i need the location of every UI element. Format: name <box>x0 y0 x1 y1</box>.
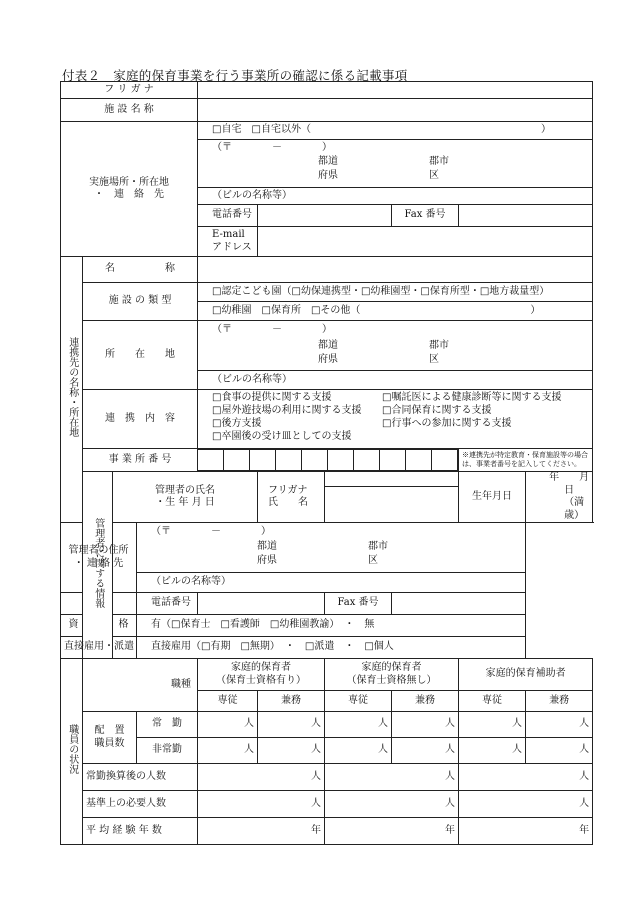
office-no-box[interactable] <box>198 450 224 471</box>
manager-name-label-line2: ・生 年 月 日 <box>155 497 215 508</box>
col-assistant: 家庭的保育補助者 <box>459 659 593 691</box>
kenmu-col3: 兼務 <box>526 691 593 712</box>
haichi-line1: 配 置 <box>94 725 125 736</box>
manager-shiku2: 区 <box>368 555 378 566</box>
jokin-cell[interactable]: 人 <box>198 712 258 738</box>
office-no-box[interactable] <box>276 450 302 471</box>
fte-cell[interactable]: 人 <box>459 764 593 791</box>
jokin-cell[interactable]: 人 <box>325 712 392 738</box>
content-option-meals[interactable]: □食事の提供に関する支援 <box>212 392 332 403</box>
location-label <box>61 122 198 257</box>
fte-cell[interactable]: 人 <box>198 764 325 791</box>
content-option-health-check[interactable]: □嘱託医による健康診断等に関する支援 <box>382 392 562 403</box>
staff-section-text: 職員の状況 <box>66 724 78 775</box>
experience-label: 平 均 経 験 年 数 <box>83 818 198 845</box>
fte-label: 常勤換算後の人数 <box>83 764 198 791</box>
jokin-cell[interactable]: 人 <box>459 712 526 738</box>
partner-type-option1[interactable]: □認定こども園（□幼保連携型・□幼稚園型・□保育所型・□地方裁量型） <box>198 283 593 302</box>
office-no-note: ※連携先が特定教育・保育施設等の場合は、事業者番号を記入してください。 <box>459 449 593 472</box>
location-todofuken1: 都道 <box>318 156 339 167</box>
jokin-cell[interactable]: 人 <box>392 712 459 738</box>
kenmu-col1: 兼務 <box>258 691 325 712</box>
partner-type-label: 施 設 の 類 型 <box>83 283 198 321</box>
document-title: 付表２ 家庭的保育事業を行う事業所の確認に係る記載事項 <box>62 68 408 83</box>
office-no-box[interactable] <box>380 450 406 471</box>
office-no-box[interactable] <box>224 450 250 471</box>
home-options[interactable]: □自宅 □自宅以外（ ） <box>198 122 593 140</box>
office-no-box[interactable] <box>302 450 328 471</box>
manager-name-field[interactable] <box>325 472 459 523</box>
registration-form <box>60 81 610 845</box>
email-label-line1: E-mail <box>212 229 245 240</box>
fte-cell[interactable]: 人 <box>325 764 459 791</box>
senju-col3: 専従 <box>459 691 526 712</box>
partner-section-text: 連携先の名称・所在地 <box>66 337 78 438</box>
location-todofuken2: 府県 <box>318 170 339 181</box>
manager-address-label-line1: 管理者の住所 <box>68 545 129 556</box>
partner-office-no-label: 事 業 所 番 号 <box>83 449 198 472</box>
office-no-box[interactable] <box>354 450 380 471</box>
manager-birthdate-field[interactable] <box>526 472 610 523</box>
partner-building[interactable]: （ビルの名称等） <box>198 371 593 390</box>
manager-postal: （〒 － ） <box>151 526 271 537</box>
jokin-cell[interactable]: 人 <box>526 712 593 738</box>
hijokin-cell[interactable]: 人 <box>526 738 593 764</box>
manager-building[interactable]: （ビルの名称等） <box>137 573 526 593</box>
partner-postal: （〒 － ） <box>212 324 333 335</box>
location-email-label <box>198 227 258 257</box>
content-option-events[interactable]: □行事への参加に関する支援 <box>382 418 512 429</box>
partner-address-label: 所 在 地 <box>83 321 198 390</box>
content-option-graduation[interactable]: □卒園後の受け皿としての支援 <box>212 431 352 442</box>
partner-shiku1: 郡市 <box>429 340 450 351</box>
content-option-playground[interactable]: □屋外遊技場の利用に関する支援 <box>212 405 362 416</box>
col1-line2: （保育士資格有り） <box>216 674 307 686</box>
manager-todofuken1: 都道 <box>257 541 277 552</box>
partner-todofuken1: 都道 <box>318 340 339 351</box>
partner-name-label: 名 称 <box>83 257 198 283</box>
employment-label: 直接雇用・派遣 <box>61 637 137 659</box>
manager-address-field[interactable] <box>137 523 526 573</box>
hijokin-cell[interactable]: 人 <box>258 738 325 764</box>
qualification-label: 資 格 <box>61 615 137 637</box>
shokushu-label: 職種 <box>83 659 198 712</box>
location-label-line2: ・ 連 絡 先 <box>94 189 165 200</box>
col1-line1: 家庭的保育者 <box>231 662 292 673</box>
location-email-field[interactable] <box>258 227 593 257</box>
email-label-line2: アドレス <box>212 241 252 253</box>
staff-section-label <box>61 659 83 845</box>
required-cell[interactable]: 人 <box>459 791 593 818</box>
partner-address-field[interactable] <box>198 321 593 371</box>
col2-line1: 家庭的保育者 <box>361 662 422 673</box>
qualification-options[interactable]: 有（□保育士 □看護師 □幼稚園教諭） ・ 無 <box>137 615 526 637</box>
office-no-box[interactable] <box>250 450 276 471</box>
hijokin-cell[interactable]: 人 <box>198 738 258 764</box>
partner-office-no-field[interactable] <box>198 449 459 472</box>
manager-tel-field[interactable] <box>198 593 325 615</box>
content-option-backup[interactable]: □後方支援 <box>212 418 262 429</box>
facility-furigana-field[interactable] <box>198 82 593 99</box>
partner-shiku2: 区 <box>429 354 440 365</box>
location-fax-label: Fax 番号 <box>392 205 459 227</box>
facility-name-field[interactable] <box>198 99 593 122</box>
jokin-label: 常 勤 <box>137 712 198 738</box>
manager-address-label-line2: ・ 連 絡 先 <box>73 557 124 569</box>
location-postal: （〒 － ） <box>212 142 333 153</box>
senju-col1: 専従 <box>198 691 258 712</box>
content-option-joint-care[interactable]: □合同保育に関する支援 <box>382 405 492 416</box>
hijokin-cell[interactable]: 人 <box>392 738 459 764</box>
manager-fax-label: Fax 番号 <box>325 593 392 615</box>
experience-cell[interactable]: 年 <box>198 818 325 845</box>
col2-line2: （保育士資格無し） <box>346 674 437 686</box>
kenmu-col2: 兼務 <box>392 691 459 712</box>
location-address-field[interactable] <box>198 140 593 188</box>
partner-name-field[interactable] <box>198 257 593 283</box>
experience-cell[interactable]: 年 <box>459 818 593 845</box>
office-no-box[interactable] <box>406 450 432 471</box>
jokin-cell[interactable]: 人 <box>258 712 325 738</box>
experience-cell[interactable]: 年 <box>325 818 459 845</box>
senju-col2: 専従 <box>325 691 392 712</box>
facility-furigana-label: フ リ ガ ナ <box>61 82 198 99</box>
manager-shimei-label: 氏 名 <box>268 497 309 508</box>
location-fax-field[interactable] <box>459 205 593 227</box>
location-label-line1: 実施場所・所在地 <box>89 176 170 188</box>
manager-name-label <box>113 472 258 523</box>
manager-furigana-label: フリガナ <box>268 484 308 496</box>
partner-todofuken2: 府県 <box>318 354 339 365</box>
required-cell[interactable]: 人 <box>325 791 459 818</box>
required-cell[interactable]: 人 <box>198 791 325 818</box>
manager-name-label-line1: 管理者の氏名 <box>155 484 216 496</box>
required-label: 基準上の必要人数 <box>83 791 198 818</box>
col-hoikusha-with-license <box>198 659 325 691</box>
location-tel-label: 電話番号 <box>198 205 258 227</box>
office-no-box[interactable] <box>431 450 457 471</box>
location-shiku2: 区 <box>429 170 440 181</box>
manager-age: （満 歳） <box>564 497 605 521</box>
manager-shiku1: 郡市 <box>368 541 388 552</box>
facility-name-label: 施 設 名 称 <box>61 99 198 122</box>
office-no-box[interactable] <box>328 450 354 471</box>
manager-birthdate-label: 生年月日 <box>459 472 526 523</box>
hijokin-cell[interactable]: 人 <box>459 738 526 764</box>
location-building[interactable]: （ビルの名称等） <box>198 188 593 205</box>
office-no-boxes <box>198 449 458 471</box>
manager-section-text: 管理者に関する情報 <box>92 517 104 608</box>
location-tel-field[interactable] <box>258 205 392 227</box>
partner-section-label <box>61 257 83 523</box>
partner-type-option2[interactable]: □幼稚園 □保育所 □その他（ ） <box>198 302 593 321</box>
col-hoikusha-without-license <box>325 659 459 691</box>
manager-fax-field[interactable] <box>392 593 526 615</box>
manager-todofuken2: 府県 <box>257 555 277 566</box>
manager-furigana-labels <box>258 472 325 523</box>
haichi-line2: 職員数 <box>94 737 125 749</box>
hijokin-label: 非常勤 <box>137 738 198 764</box>
manager-tel-label: 電話番号 <box>137 593 198 615</box>
location-shiku1: 郡市 <box>429 156 450 167</box>
haichi-label <box>83 712 137 764</box>
manager-ymd: 年 月 日 <box>549 472 610 496</box>
partner-content-label: 連 携 内 容 <box>83 390 198 449</box>
hijokin-cell[interactable]: 人 <box>325 738 392 764</box>
partner-content-field[interactable] <box>198 390 593 449</box>
employment-options[interactable]: 直接雇用（□有期 □無期） ・ □派遣 ・ □個人 <box>137 637 526 659</box>
